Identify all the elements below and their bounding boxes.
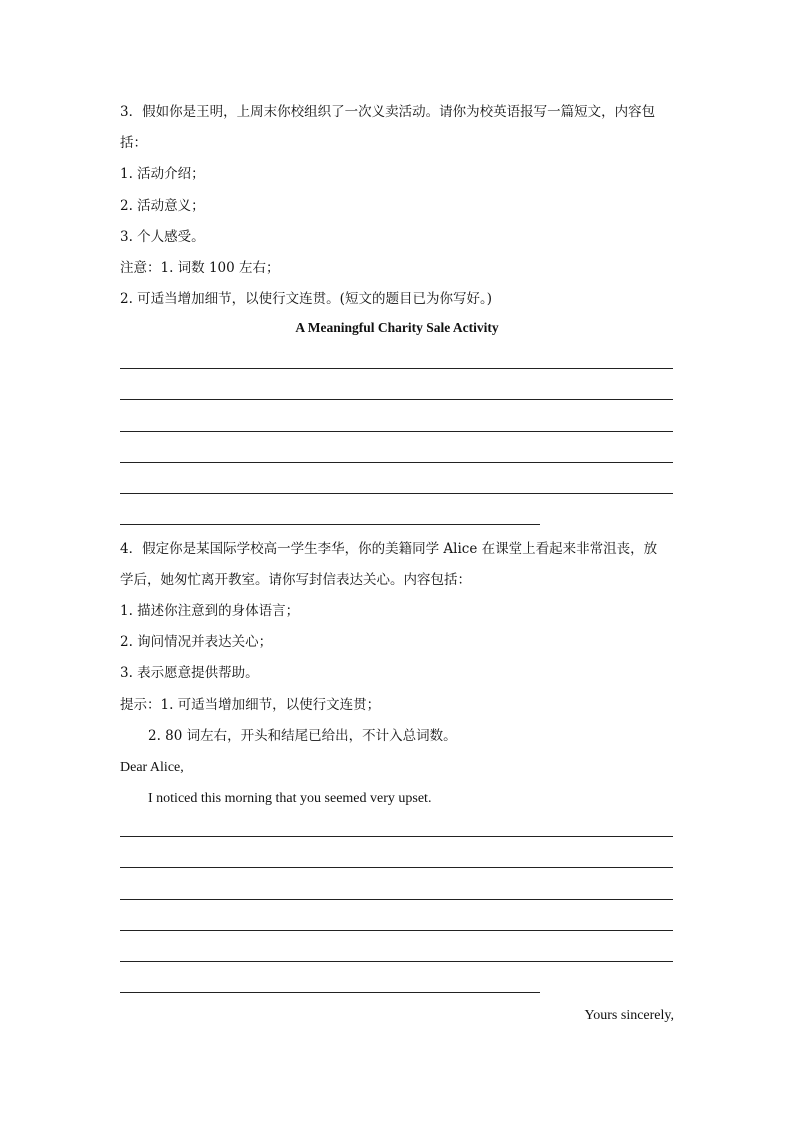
writing-line (120, 992, 540, 993)
writing-line (120, 399, 673, 400)
q3-item-2: 2. 活动意义； (120, 198, 205, 214)
writing-line (120, 930, 673, 931)
writing-line (120, 867, 673, 868)
writing-line (120, 462, 673, 463)
writing-line (120, 899, 673, 900)
writing-line (120, 368, 673, 369)
q4-item-2: 2. 询问情况并表达关心； (120, 634, 273, 650)
q3-note-1: 注意：1. 词数 100 左右； (120, 260, 280, 276)
q4-prompt-line-1: 4．假定你是某国际学校高一学生李华，你的美籍同学 Alice 在课堂上看起来非常沮丧，放 (120, 541, 658, 557)
writing-line (120, 493, 673, 494)
q4-hint-2: 2. 80 词左右，开头和结尾已给出，不计入总词数。 (148, 728, 457, 744)
writing-line (120, 524, 540, 525)
q4-hint-1: 提示：1. 可适当增加细节，以使行文连贯； (120, 697, 381, 713)
q4-item-1: 1. 描述你注意到的身体语言； (120, 603, 300, 619)
q3-item-3: 3. 个人感受。 (120, 229, 205, 245)
letter-opening-sentence: I noticed this morning that you seemed very upset. (148, 791, 432, 806)
q3-item-1: 1. 活动介绍； (120, 166, 205, 182)
writing-line (120, 431, 673, 432)
writing-line (120, 836, 673, 837)
letter-closing: Yours sincerely, (584, 1008, 674, 1023)
q4-prompt-line-2: 学后，她匆忙离开教室。请你写封信表达关心。内容包括： (120, 572, 471, 588)
q3-note-2: 2. 可适当增加细节，以使行文连贯。(短文的题目已为你写好。) (120, 291, 492, 307)
writing-line (120, 961, 673, 962)
letter-salutation: Dear Alice, (120, 760, 184, 775)
q3-prompt-line-2: 括： (120, 135, 147, 151)
essay-title: A Meaningful Charity Sale Activity (295, 320, 499, 335)
q4-item-3: 3. 表示愿意提供帮助。 (120, 665, 259, 681)
q3-prompt-line-1: 3．假如你是王明，上周末你校组织了一次义卖活动。请你为校英语报写一篇短文，内容包 (120, 104, 656, 120)
